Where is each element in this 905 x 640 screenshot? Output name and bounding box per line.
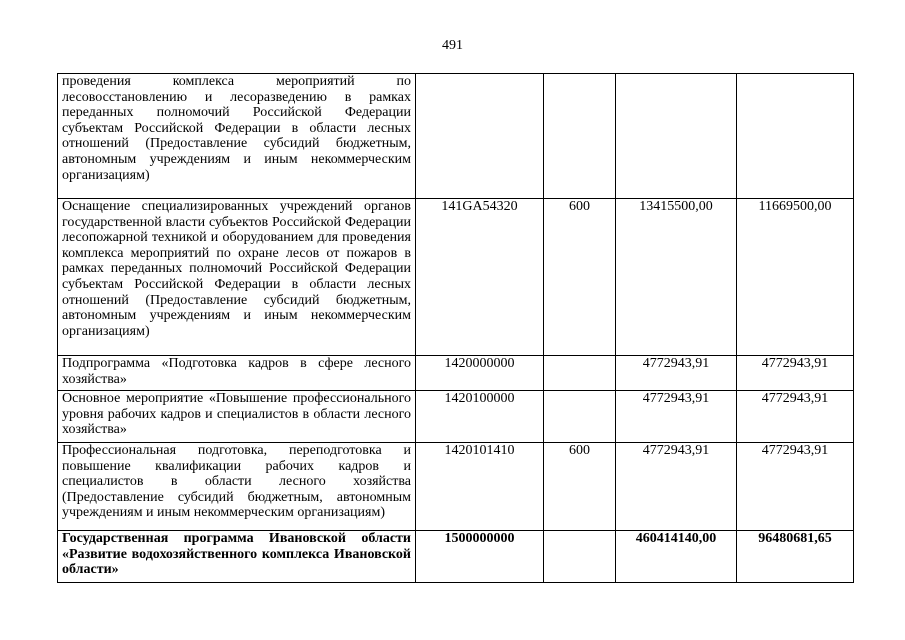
- table-row: [58, 199, 854, 356]
- budget-table: [57, 73, 854, 583]
- row-description: Основное мероприятие «Повышение профессионального уровня рабочих кадров и специалистов в области лесного хозяйства»: [58, 391, 416, 443]
- row-amount-first: [616, 74, 737, 199]
- row-amount-second: 4772943,91: [737, 391, 854, 443]
- row-description: Оснащение специализированных учреждений органов государственной власти субъектов Российской Федерации лесопожарной техникой и оборудованием для проведения комплекса мероприятий по охране лесов от пожаров в рамках переданных полномочий Российской Федерации субъектам Российской Федерации в области лесных отношений (Предоставление субсидий бюджетным, автономным учреждениям и иным некоммерческим организациям): [58, 199, 416, 356]
- row-target-code: 141GA54320: [416, 199, 544, 356]
- row-target-code: 1420101410: [416, 443, 544, 531]
- table-row: [58, 531, 854, 583]
- row-amount-second: 96480681,65: [737, 531, 854, 583]
- row-amount-first: 4772943,91: [616, 391, 737, 443]
- row-amount-first: 4772943,91: [616, 356, 737, 391]
- row-description: Подпрограмма «Подготовка кадров в сфере лесного хозяйства»: [58, 356, 416, 391]
- row-expense-type: [544, 531, 616, 583]
- table-row: [58, 391, 854, 443]
- table-row: [58, 74, 854, 199]
- row-target-code: 1420000000: [416, 356, 544, 391]
- row-amount-second: 4772943,91: [737, 356, 854, 391]
- row-description: проведения комплекса мероприятий по лесовосстановлению и лесоразведению в рамках переданных полномочий Российской Федерации субъектам Российской Федерации в области лесных отношений (Предоставление субсидий бюджетным, автономным учреждениям и иным некоммерческим организациям): [58, 74, 416, 199]
- row-expense-type: [544, 391, 616, 443]
- row-description: Государственная программа Ивановской области «Развитие водохозяйственного комплекса Ивановской области»: [58, 531, 416, 583]
- row-amount-second: 11669500,00: [737, 199, 854, 356]
- row-amount-second: 4772943,91: [737, 443, 854, 531]
- table-row: [58, 356, 854, 391]
- row-description: Профессиональная подготовка, переподготовка и повышение квалификации рабочих кадров и специалистов в области лесного хозяйства (Предоставление субсидий бюджетным, автономным учреждениям и иным некоммерческим организациям): [58, 443, 416, 531]
- row-target-code: 1500000000: [416, 531, 544, 583]
- row-expense-type: [544, 74, 616, 199]
- row-expense-type: [544, 356, 616, 391]
- row-amount-first: 4772943,91: [616, 443, 737, 531]
- row-target-code: [416, 74, 544, 199]
- row-amount-first: 460414140,00: [616, 531, 737, 583]
- budget-table-body: [58, 74, 854, 583]
- row-amount-second: [737, 74, 854, 199]
- row-target-code: 1420100000: [416, 391, 544, 443]
- page-number: 491: [442, 38, 463, 53]
- row-expense-type: 600: [544, 199, 616, 356]
- row-expense-type: 600: [544, 443, 616, 531]
- table-row: [58, 443, 854, 531]
- row-amount-first: 13415500,00: [616, 199, 737, 356]
